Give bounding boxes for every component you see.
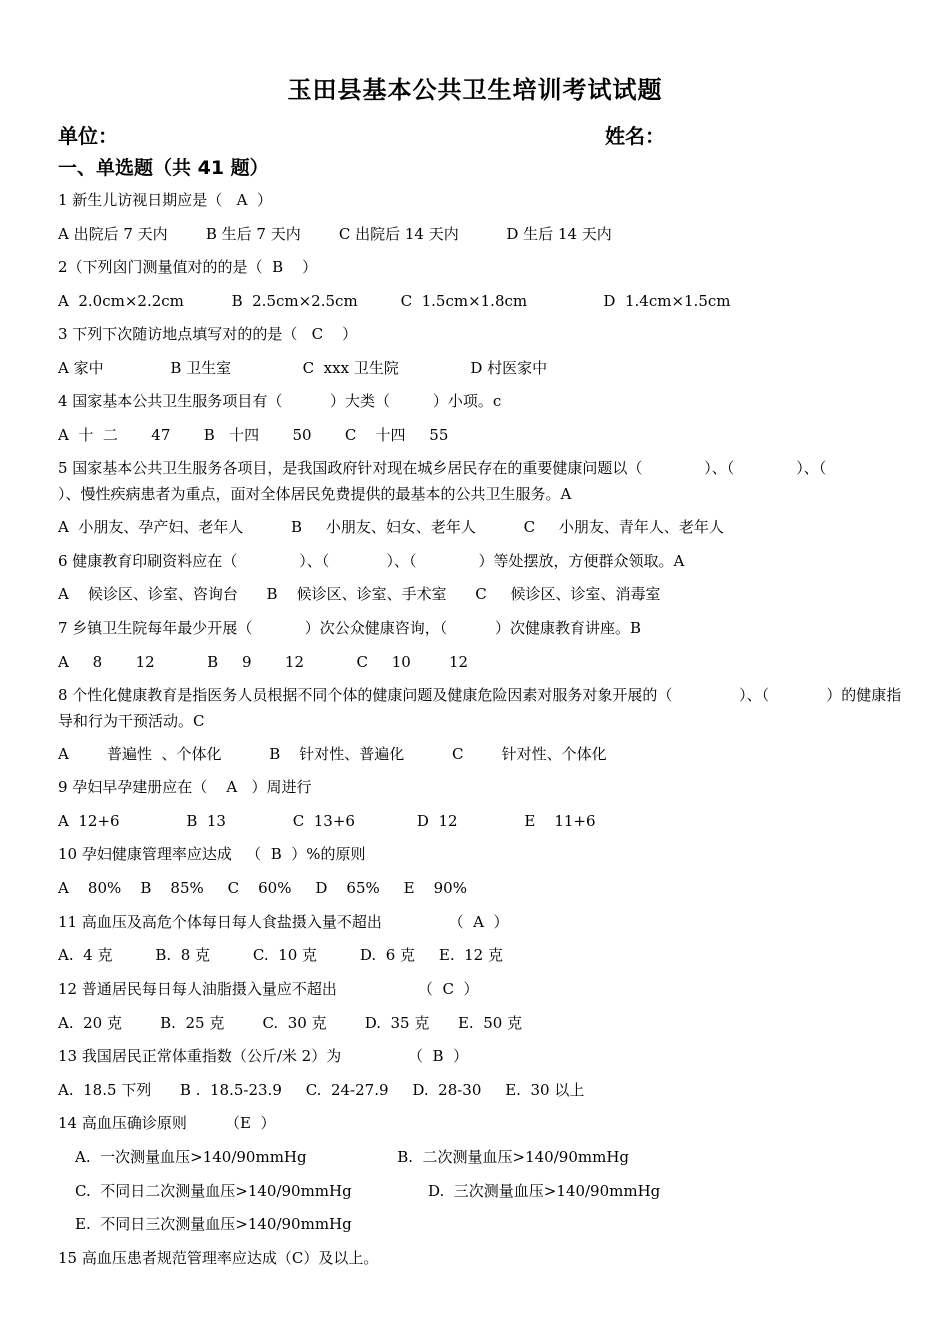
question-9: 9 孕妇早孕建册应在（ A ）周进行 <box>58 778 312 796</box>
options-3: A 家中 B 卫生室 C xxx 卫生院 D 村医家中 <box>58 359 548 377</box>
question-2: 2（下列囟门测量值对的的是（ B ） <box>58 258 318 276</box>
question-4: 4 国家基本公共卫生服务项目有（ ）大类（ ）小项。c <box>58 392 502 410</box>
question-12: 12 普通居民每日每人油脂摄入量应不超出 （ C ） <box>58 980 479 998</box>
question-11: 11 高血压及高危个体每日每人食盐摄入量不超出 （ A ） <box>58 913 509 931</box>
options-4: A 十 二 47 B 十四 50 C 十四 55 <box>58 426 449 444</box>
options-14-ab: A. 一次测量血压>140/90mmHg B. 二次测量血压>140/90mmHg <box>75 1148 629 1166</box>
question-13: 13 我国居民正常体重指数（公斤/米 2）为 （ B ） <box>58 1047 469 1065</box>
name-label: 姓名： <box>605 124 665 148</box>
section-heading: 一、单选题（共 41 题） <box>58 157 269 179</box>
options-8: A 普遍性 、个体化 B 针对性、普遍化 C 针对性、个体化 <box>58 745 607 763</box>
question-8: 8 个性化健康教育是指医务人员根据不同个体的健康问题及健康危险因素对服务对象开展的（ ）、（ ）的健康指导和行为干预活动。C <box>58 686 902 730</box>
options-7: A 8 12 B 9 12 C 10 12 <box>58 653 469 671</box>
options-9: A 12+6 B 13 C 13+6 D 12 E 11+6 <box>58 812 596 830</box>
options-12: A. 20 克 B. 25 克 C. 30 克 D. 35 克 E. 50 克 <box>58 1014 523 1032</box>
question-1: 1 新生儿访视日期应是（ A ） <box>58 191 272 209</box>
options-14-cd: C. 不同日二次测量血压>140/90mmHg D. 三次测量血压>140/90mmHg <box>75 1182 661 1200</box>
question-5: 5 国家基本公共卫生服务各项目，是我国政府针对现在城乡居民存在的重要健康问题以（ ）、（ ）、（ ）、慢性疾病患者为重点，面对全体居民免费提供的最基本的公共卫生服务。A <box>58 459 889 503</box>
options-11: A. 4 克 B. 8 克 C. 10 克 D. 6 克 E. 12 克 <box>58 946 503 964</box>
question-7: 7 乡镇卫生院每年最少开展（ ）次公众健康咨询，（ ）次健康教育讲座。B <box>58 619 641 637</box>
question-10: 10 孕妇健康管理率应达成 （ B ）%的原则 <box>58 845 366 863</box>
question-14: 14 高血压确诊原则 （E ） <box>58 1114 276 1132</box>
options-6: A 候诊区、诊室、咨询台 B 候诊区、诊室、手术室 C 候诊区、诊室、消毒室 <box>58 585 661 603</box>
options-13: A. 18.5 下列 B . 18.5-23.9 C. 24-27.9 D. 28-30 E. 30 以上 <box>58 1081 585 1099</box>
question-15: 15 高血压患者规范管理率应达成（C）及以上。 <box>58 1249 379 1267</box>
options-14-e: E. 不同日三次测量血压>140/90mmHg <box>75 1215 352 1233</box>
options-10: A 80% B 85% C 60% D 65% E 90% <box>58 879 467 897</box>
unit-label: 单位： <box>58 124 118 148</box>
options-5: A 小朋友、孕产妇、老年人 B 小朋友、妇女、老年人 C 小朋友、青年人、老年人 <box>58 518 724 536</box>
page-title: 玉田县基本公共卫生培训考试试题 <box>287 76 663 104</box>
options-1: A 出院后 7 天内 B 生后 7 天内 C 出院后 14 天内 D 生后 14 天内 <box>58 225 612 243</box>
question-3: 3 下列下次随访地点填写对的的是（ C ） <box>58 325 358 343</box>
question-6: 6 健康教育印刷资料应在（ ）、（ ）、（ ）等处摆放，方便群众领取。A <box>58 552 685 570</box>
options-2: A 2.0cm×2.2cm B 2.5cm×2.5cm C 1.5cm×1.8cm D 1.4cm×1.5cm <box>58 292 731 310</box>
